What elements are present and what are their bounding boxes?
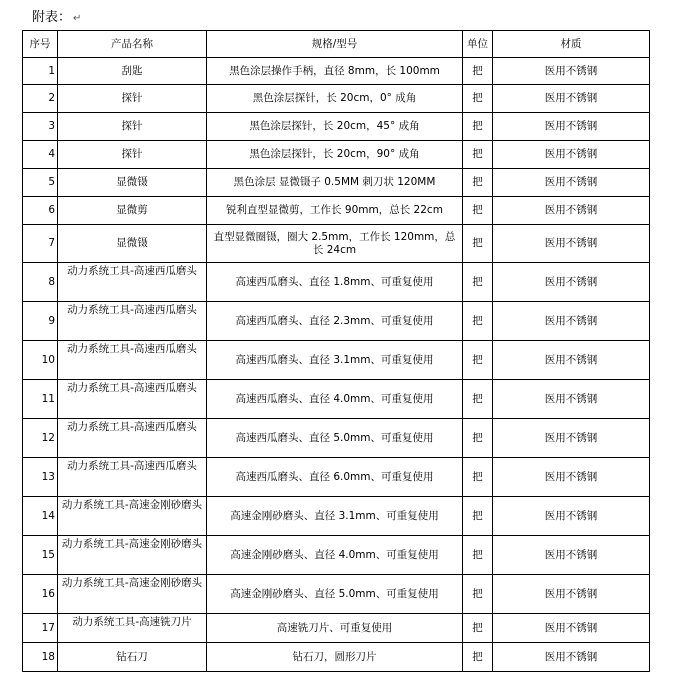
material: 医用不锈钢 xyxy=(493,85,650,113)
product-spec: 高速西瓜磨头、直径 1.8mm、可重复使用 xyxy=(207,263,463,302)
product-spec: 高速西瓜磨头、直径 2.3mm、可重复使用 xyxy=(207,302,463,341)
table-row xyxy=(23,141,650,169)
product-spec: 锐利直型显微剪，工作长 90mm，总长 22cm xyxy=(207,197,463,225)
table-row xyxy=(23,575,650,614)
page-title: 附表： ↵ xyxy=(32,10,82,25)
material: 医用不锈钢 xyxy=(493,141,650,169)
row-number: 12 xyxy=(23,419,58,458)
material: 医用不锈钢 xyxy=(493,113,650,141)
table-row xyxy=(23,85,650,113)
product-name: 动力系统工具-高速西瓜磨头 xyxy=(58,380,207,419)
table-row xyxy=(23,380,650,419)
product-spec: 高速西瓜磨头、直径 5.0mm、可重复使用 xyxy=(207,419,463,458)
header-number: 序号 xyxy=(23,31,58,58)
product-spec: 高速金刚砂磨头、直径 5.0mm、可重复使用 xyxy=(207,575,463,614)
header-unit: 单位 xyxy=(463,31,493,58)
unit: 把 xyxy=(463,614,493,643)
header-material: 材质 xyxy=(493,31,650,58)
row-number: 5 xyxy=(23,169,58,197)
material: 医用不锈钢 xyxy=(493,225,650,263)
product-name: 显微镊 xyxy=(58,225,207,263)
unit: 把 xyxy=(463,85,493,113)
unit: 把 xyxy=(463,643,493,672)
product-spec: 钻石刀，圆形刀片 xyxy=(207,643,463,672)
table-row xyxy=(23,536,650,575)
product-name: 动力系统工具-高速金刚砂磨头 xyxy=(58,536,207,575)
row-number: 13 xyxy=(23,458,58,497)
row-number: 6 xyxy=(23,197,58,225)
product-name: 动力系统工具-高速金刚砂磨头 xyxy=(58,575,207,614)
product-name: 探针 xyxy=(58,85,207,113)
product-name: 动力系统工具-高速金刚砂磨头 xyxy=(58,497,207,536)
material: 医用不锈钢 xyxy=(493,536,650,575)
table-row xyxy=(23,458,650,497)
material: 医用不锈钢 xyxy=(493,380,650,419)
table-row xyxy=(23,419,650,458)
unit: 把 xyxy=(463,341,493,380)
material: 医用不锈钢 xyxy=(493,614,650,643)
material: 医用不锈钢 xyxy=(493,341,650,380)
product-name: 探针 xyxy=(58,141,207,169)
material: 医用不锈钢 xyxy=(493,302,650,341)
row-number: 10 xyxy=(23,341,58,380)
material: 医用不锈钢 xyxy=(493,263,650,302)
row-number: 15 xyxy=(23,536,58,575)
product-spec: 高速西瓜磨头、直径 6.0mm、可重复使用 xyxy=(207,458,463,497)
product-spec: 直型显微圈镊，圈大 2.5mm，工作长 120mm，总长 24cm xyxy=(207,225,463,263)
unit: 把 xyxy=(463,419,493,458)
table-row xyxy=(23,643,650,672)
product-name: 刮匙 xyxy=(58,58,207,85)
row-number: 17 xyxy=(23,614,58,643)
product-spec: 黑色涂层操作手柄，直径 8mm，长 100mm xyxy=(207,58,463,85)
unit: 把 xyxy=(463,497,493,536)
table-row xyxy=(23,497,650,536)
product-name: 动力系统工具-高速铣刀片 xyxy=(58,614,207,643)
material: 医用不锈钢 xyxy=(493,575,650,614)
product-table xyxy=(22,30,650,672)
product-name: 显微剪 xyxy=(58,197,207,225)
product-spec: 黑色涂层探针，长 20cm，0° 成角 xyxy=(207,85,463,113)
row-number: 2 xyxy=(23,85,58,113)
unit: 把 xyxy=(463,169,493,197)
product-spec: 黑色涂层探针，长 20cm，90° 成角 xyxy=(207,141,463,169)
table-row xyxy=(23,614,650,643)
product-name: 动力系统工具-高速西瓜磨头 xyxy=(58,302,207,341)
product-name: 动力系统工具-高速西瓜磨头 xyxy=(58,341,207,380)
row-number: 16 xyxy=(23,575,58,614)
unit: 把 xyxy=(463,575,493,614)
table-row xyxy=(23,341,650,380)
product-spec: 高速西瓜磨头、直径 3.1mm、可重复使用 xyxy=(207,341,463,380)
row-number: 11 xyxy=(23,380,58,419)
unit: 把 xyxy=(463,263,493,302)
row-number: 14 xyxy=(23,497,58,536)
product-name: 探针 xyxy=(58,113,207,141)
unit: 把 xyxy=(463,113,493,141)
product-name: 显微镊 xyxy=(58,169,207,197)
table-row xyxy=(23,225,650,263)
table-row xyxy=(23,302,650,341)
row-number: 9 xyxy=(23,302,58,341)
unit: 把 xyxy=(463,458,493,497)
row-number: 7 xyxy=(23,225,58,263)
table-row xyxy=(23,113,650,141)
table-row xyxy=(23,197,650,225)
product-spec: 黑色涂层探针，长 20cm，45° 成角 xyxy=(207,113,463,141)
material: 医用不锈钢 xyxy=(493,458,650,497)
unit: 把 xyxy=(463,197,493,225)
row-number: 3 xyxy=(23,113,58,141)
unit: 把 xyxy=(463,536,493,575)
table-row xyxy=(23,58,650,85)
row-number: 1 xyxy=(23,58,58,85)
unit: 把 xyxy=(463,225,493,263)
row-number: 4 xyxy=(23,141,58,169)
row-number: 18 xyxy=(23,643,58,672)
unit: 把 xyxy=(463,58,493,85)
product-spec: 高速金刚砂磨头、直径 3.1mm、可重复使用 xyxy=(207,497,463,536)
material: 医用不锈钢 xyxy=(493,197,650,225)
table-body xyxy=(23,58,650,672)
header-spec: 规格/型号 xyxy=(207,31,463,58)
table-row xyxy=(23,169,650,197)
product-spec: 高速西瓜磨头、直径 4.0mm、可重复使用 xyxy=(207,380,463,419)
row-number: 8 xyxy=(23,263,58,302)
table-row xyxy=(23,263,650,302)
material: 医用不锈钢 xyxy=(493,169,650,197)
product-spec: 高速金刚砂磨头、直径 4.0mm、可重复使用 xyxy=(207,536,463,575)
material: 医用不锈钢 xyxy=(493,58,650,85)
product-name: 动力系统工具-高速西瓜磨头 xyxy=(58,263,207,302)
unit: 把 xyxy=(463,302,493,341)
material: 医用不锈钢 xyxy=(493,643,650,672)
product-name: 钻石刀 xyxy=(58,643,207,672)
product-spec: 黑色涂层 显微镊子 0.5MM 刺刀状 120MM xyxy=(207,169,463,197)
product-name: 动力系统工具-高速西瓜磨头 xyxy=(58,419,207,458)
material: 医用不锈钢 xyxy=(493,419,650,458)
unit: 把 xyxy=(463,380,493,419)
table-header-row xyxy=(23,31,650,58)
product-name: 动力系统工具-高速西瓜磨头 xyxy=(58,458,207,497)
material: 医用不锈钢 xyxy=(493,497,650,536)
unit: 把 xyxy=(463,141,493,169)
product-spec: 高速铣刀片、可重复使用 xyxy=(207,614,463,643)
header-product-name: 产品名称 xyxy=(58,31,207,58)
